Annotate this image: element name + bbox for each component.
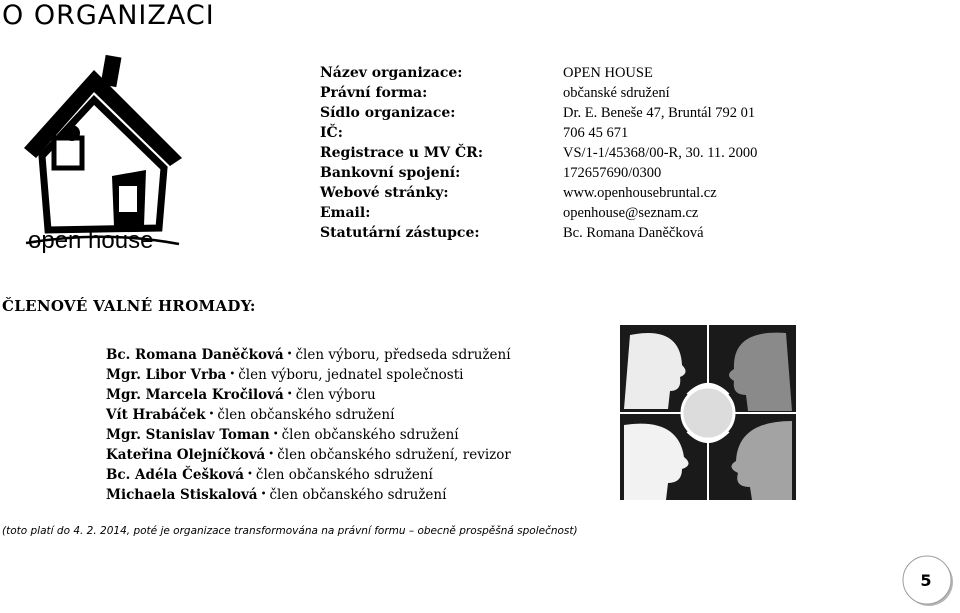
member-role: člen občanského sdružení <box>269 487 447 503</box>
member-item <box>106 367 463 386</box>
member-name: Mgr. Marcela Kročilová <box>106 387 284 403</box>
info-label: Název organizace: <box>320 65 463 81</box>
bullet: • <box>229 369 236 380</box>
member-name: Kateřina Olejníčková <box>106 447 266 463</box>
member-item <box>106 447 511 466</box>
logo-text: open house <box>28 227 154 254</box>
house-icon <box>24 55 182 244</box>
info-label: Právní forma: <box>320 85 428 101</box>
member-role: člen výboru, předseda sdružení <box>295 347 511 363</box>
member-name: Vít Hrabáček <box>106 407 206 423</box>
info-label: Registrace u MV ČR: <box>320 145 483 161</box>
people-discussion-illustration <box>620 325 796 500</box>
bullet: • <box>260 489 267 500</box>
info-value: OPEN HOUSE <box>563 65 653 81</box>
member-name: Mgr. Libor Vrba <box>106 367 227 383</box>
member-role: člen občanského sdružení <box>217 407 395 423</box>
member-name: Bc. Adéla Češková <box>106 467 244 483</box>
bullet: • <box>268 449 275 460</box>
member-item <box>106 347 511 366</box>
bullet: • <box>286 389 293 400</box>
member-item <box>106 407 394 426</box>
member-role: člen občanského sdružení <box>255 467 433 483</box>
member-name: Michaela Stiskalová <box>106 487 258 503</box>
bullet: • <box>272 429 279 440</box>
member-role: člen výboru, jednatel společnosti <box>238 367 464 383</box>
bullet: • <box>286 349 293 360</box>
page-title: O ORGANIZACI <box>2 0 215 31</box>
info-label: Sídlo organizace: <box>320 105 456 121</box>
page-number: 5 <box>920 571 932 590</box>
info-label: IČ: <box>320 125 343 141</box>
member-role: člen občanského sdružení, revizor <box>277 447 511 463</box>
info-value: občanské sdružení <box>563 85 670 101</box>
info-value: Dr. E. Beneše 47, Bruntál 792 01 <box>563 105 756 121</box>
bullet: • <box>208 409 215 420</box>
info-value: openhouse@seznam.cz <box>563 205 699 221</box>
member-role: člen výboru <box>295 387 376 403</box>
member-item <box>106 467 433 486</box>
footnote: (toto platí do 4. 2. 2014, poté je organizace transformována na právní formu – obecně prospěšná společnost) <box>2 525 578 537</box>
member-name: Bc. Romana Daněčková <box>106 347 284 363</box>
member-name: Mgr. Stanislav Toman <box>106 427 270 443</box>
member-item <box>106 427 459 446</box>
info-label: Statutární zástupce: <box>320 225 480 241</box>
member-role: člen občanského sdružení <box>281 427 459 443</box>
open-house-logo <box>14 48 194 258</box>
info-label: Bankovní spojení: <box>320 165 461 181</box>
info-value: VS/1-1/45368/00-R, 30. 11. 2000 <box>563 145 758 161</box>
member-item <box>106 387 376 406</box>
members-heading: ČLENOVÉ VALNÉ HROMADY: <box>2 297 256 315</box>
info-value: www.openhousebruntal.cz <box>563 185 717 201</box>
info-value: 706 45 671 <box>563 125 629 141</box>
info-label: Email: <box>320 205 371 221</box>
info-value: 172657690/0300 <box>563 165 662 181</box>
info-label: Webové stránky: <box>320 185 449 201</box>
bullet: • <box>247 469 253 480</box>
info-value: Bc. Romana Daněčková <box>563 225 704 241</box>
member-item <box>106 487 446 506</box>
